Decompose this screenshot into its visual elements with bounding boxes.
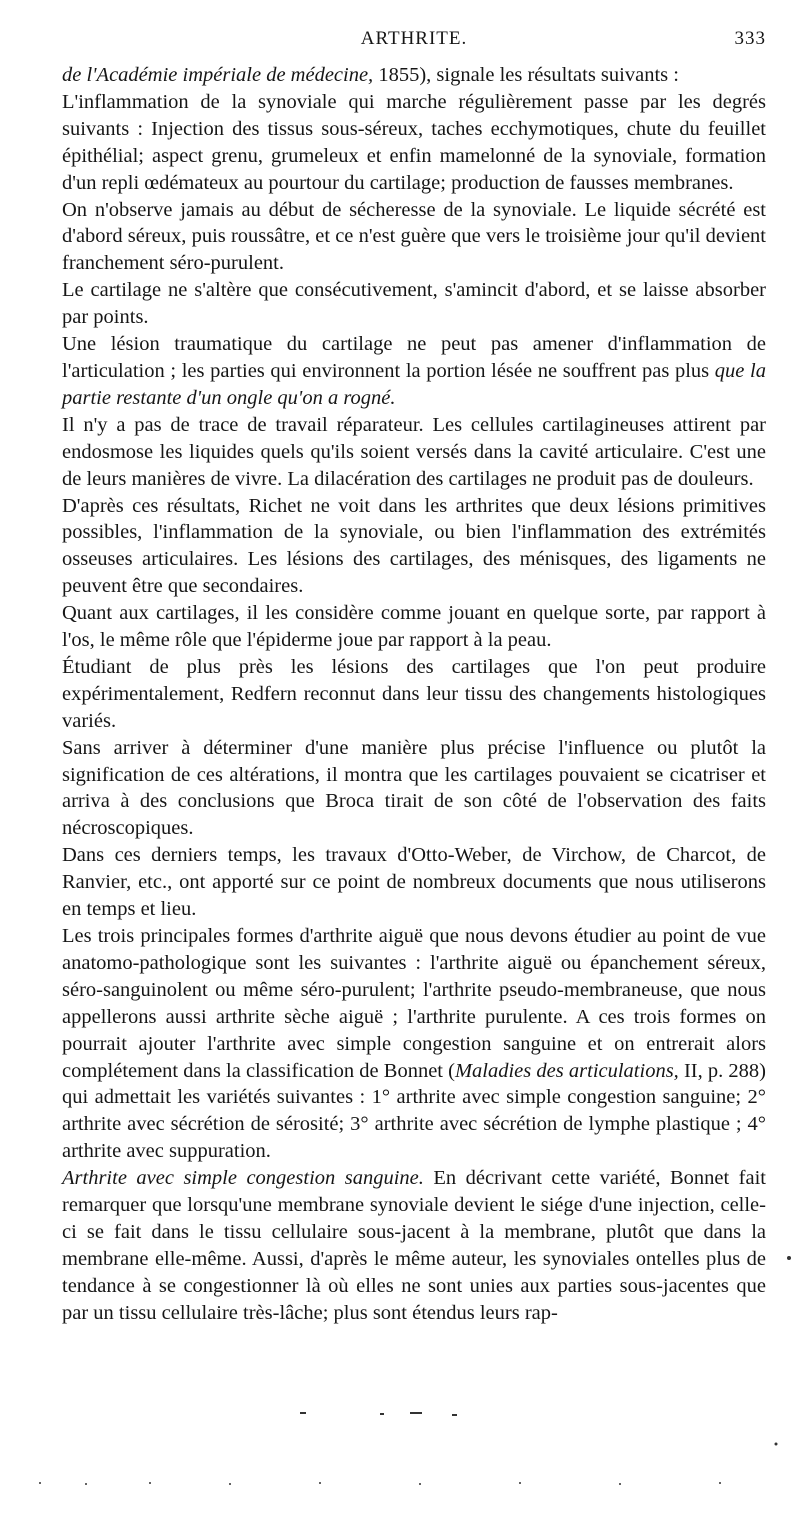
paragraph-11 [62, 842, 766, 923]
paragraph-1 [62, 62, 766, 89]
paragraph-8 [62, 600, 766, 654]
paragraph-13 [62, 1165, 766, 1326]
paragraph-text: L'inflammation de la synoviale qui marche régulièrement passe par les degrés suivants : Injection des tissus sous-séreux, taches ecchymotiques, chute du feuillet épithélial; aspect grenu, grumeleux et enfin mamelonné de la synoviale, formation d'un repli œdémateux au pourtour du cartilage; production de fausses membranes. [62, 90, 766, 194]
body-text [62, 62, 766, 1327]
paragraph-10 [62, 735, 766, 843]
italic-quote: que la partie restante d'un ongle qu'on a rogné. [62, 359, 766, 409]
paragraph-text: Quant aux cartilages, il les considère comme jouant en quelque sorte, par rapport à l'os, le même rôle que l'épiderme joue par rapport à la peau. [62, 602, 766, 652]
paragraph-text: 1855), signale les résultats suivants : [373, 64, 679, 86]
paragraph-text: Il n'y a pas de trace de travail réparateur. Les cellules cartilagineuses attirent par endosmose les liquides quels qu'ils soient versés dans la cavité articulaire. C'est une de leurs manières de vivre. La dilacération des cartilages ne produit pas de douleurs. [62, 413, 766, 490]
paragraph-3 [62, 197, 766, 278]
paragraph-text: Étudiant de plus près les lésions des cartilages que l'on peut produire expérimentalement, Redfern reconnut dans leur tissu des changements histologiques variés. [62, 655, 766, 732]
italic-book-title: Maladies des articulations, [454, 1059, 679, 1082]
paragraph-12 [62, 923, 766, 1165]
paragraph-9 [62, 654, 766, 735]
paragraph-text: Les trois principales formes d'arthrite aiguë que nous devons étudier au point de vue anatomo-pathologique sont les suivantes : l'arthrite aiguë ou épanchement séreux, séro-sanguinolent ou même séro-purulent; l'arthrite pseudo-membraneuse, que nous appellerons aussi arthrite sèche aiguë ; l'arthrite purulente. A ces trois formes on pourrait ajouter l'arthrite avec simple congestion sanguine et on entrerait alors complétement dans la classification de Bonnet ( [62, 925, 766, 1082]
paragraph-6 [62, 412, 766, 493]
paragraph-2 [62, 89, 766, 197]
paragraph-text: II, p. 288) qui admettait les variétés suivantes : 1° arthrite avec simple congestion sanguine; 2° arthrite avec sécrétion de sérosité; 3° arthrite avec sécrétion de lymphe plastique ; 4° arthrite avec suppuration. [62, 1059, 767, 1163]
page-number: 333 [734, 28, 766, 49]
paragraph-7 [62, 493, 766, 601]
running-header [62, 28, 766, 58]
paragraph-text: On n'observe jamais au début de sécheresse de la synoviale. Le liquide sécrété est d'abord séreux, puis roussâtre, et ce n'est guère que vers le troisième jour qu'il devient franchement séro-purulent. [62, 198, 766, 275]
italic-citation: de l'Académie impériale de médecine, [62, 64, 374, 86]
paragraph-5 [62, 331, 766, 412]
paragraph-text: D'après ces résultats, Richet ne voit dans les arthrites que deux lésions primitives possibles, l'inflammation de la synoviale, ou bien l'inflammation des extrémités osseuses articulaires. Les lésions des cartilages, des ménisques, des ligaments ne peuvent être que secondaires. [62, 494, 766, 598]
paragraph-text: Une lésion traumatique du cartilage ne peut pas amener d'inflammation de l'articulation ; les parties qui environnent la portion lésée ne souffrent pas plus [62, 333, 766, 382]
italic-section-heading: Arthrite avec simple congestion sanguine. [62, 1167, 424, 1190]
paragraph-text: En décrivant cette variété, Bonnet fait remarquer que lorsqu'une membrane synoviale devient le siége d'une injection, celle-ci se fait dans le tissu cellulaire sous-jacent à la membrane, plutôt que dans la membrane elle-même. Aussi, d'après le même auteur, les synoviales ontelles plus de tendance à se congestionner là où elles ne sont unies aux parties sous-jacentes que par un tissu cellulaire très-lâche; plus sont étendus leurs rap- [62, 1167, 766, 1324]
paragraph-text: Sans arriver à déterminer d'une manière plus précise l'influence ou plutôt la signification de ces altérations, il montra que les cartilages pouvaient se cicatriser et arriva à des conclusions que Broca tirait de son côté de l'observation des faits nécroscopiques. [62, 736, 766, 840]
running-title: ARTHRITE. [360, 28, 468, 49]
paragraph-4 [62, 277, 766, 331]
paragraph-text: Le cartilage ne s'altère que consécutivement, s'amincit d'abord, et se laisse absorber par points. [62, 279, 766, 329]
paragraph-text: Dans ces derniers temps, les travaux d'Otto-Weber, de Virchow, de Charcot, de Ranvier, etc., ont apporté sur ce point de nombreux documents que nous utiliserons en temps et lieu. [62, 844, 766, 921]
